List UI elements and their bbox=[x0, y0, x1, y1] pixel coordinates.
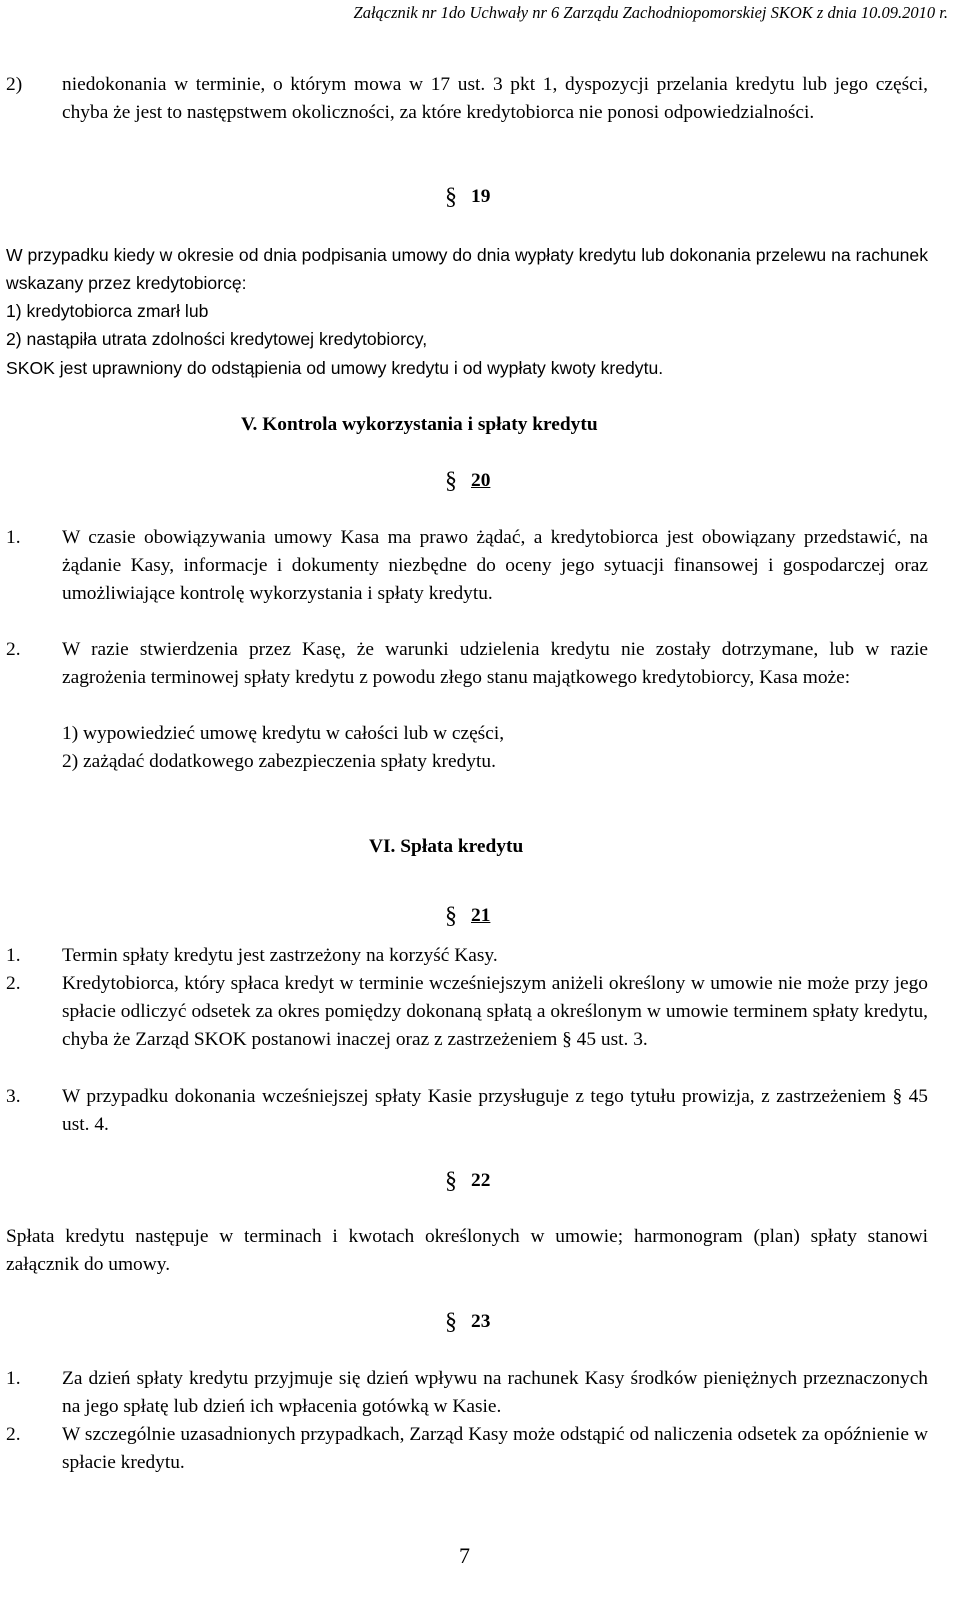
paragraph-19-heading bbox=[445, 183, 490, 211]
paragraph-23-point-1: Za dzień spłaty kredytu przyjmuje się dzień wpływu na rachunek Kasy środków pieniężnych przeznaczonych na jego spłatę lub dzień ich wpłacenia gotówką w Kasie. bbox=[62, 1368, 928, 1417]
paragraph-22-heading bbox=[445, 1167, 490, 1195]
page-number: 7 bbox=[459, 1543, 470, 1568]
paragraph-23-point-2-number: 2. bbox=[6, 1424, 21, 1445]
section-sign: § bbox=[445, 184, 457, 210]
paragraph-number: 22 bbox=[471, 1170, 491, 1191]
paragraph-number: 20 bbox=[471, 470, 491, 491]
paragraph-21-point-1-number: 1. bbox=[6, 945, 21, 966]
paragraph-21-heading bbox=[445, 902, 490, 930]
paragraph-19-item-1: 1) kredytobiorca zmarł lub bbox=[6, 301, 209, 321]
paragraph-20-point-1-number: 1. bbox=[6, 527, 21, 548]
paragraph-21-point-2-number: 2. bbox=[6, 973, 21, 994]
paragraph-20-heading bbox=[445, 467, 490, 495]
paragraph-23-point-1-number: 1. bbox=[6, 1368, 21, 1389]
section-sign: § bbox=[445, 1309, 457, 1335]
paragraph-21-point-3: W przypadku dokonania wcześniejszej spłaty Kasie przysługuje z tego tytułu prowizja, z zastrzeżeniem § 45 ust. 4. bbox=[62, 1086, 928, 1135]
paragraph-20-point-1: W czasie obowiązywania umowy Kasa ma prawo żądać, a kredytobiorca jest obowiązany przedstawić, na żądanie Kasy, informacje i dokumenty niezbędne do oceny jego sytuacji finansowej i gospodarczej oraz umożliwiające kontrolę wykorzystania i spłaty kredytu. bbox=[62, 527, 928, 604]
page-header: Załącznik nr 1do Uchwały nr 6 Zarządu Zachodniopomorskiej SKOK z dnia 10.09.2010 r. bbox=[353, 3, 948, 22]
paragraph-number: 23 bbox=[471, 1311, 491, 1332]
section-sign: § bbox=[445, 903, 457, 929]
paragraph-20-sub-1: 1) wypowiedzieć umowę kredytu w całości lub w części, bbox=[62, 723, 505, 744]
paragraph-23-point-2: W szczególnie uzasadnionych przypadkach, Zarząd Kasy może odstąpić od naliczenia odsetek za opóźnienie w spłacie kredytu. bbox=[62, 1424, 928, 1473]
paragraph-number: 21 bbox=[471, 905, 491, 926]
chapter-vi-title: VI. Spłata kredytu bbox=[369, 836, 524, 857]
paragraph-19-item-2: 2) nastąpiła utrata zdolności kredytowej kredytobiorcy, bbox=[6, 329, 428, 349]
section-sign: § bbox=[445, 1168, 457, 1194]
paragraph-21-point-1: Termin spłaty kredytu jest zastrzeżony na korzyść Kasy. bbox=[62, 945, 498, 966]
paragraph-20-sub-2: 2) zażądać dodatkowego zabezpieczenia spłaty kredytu. bbox=[62, 751, 496, 772]
paragraph-22-text: Spłata kredytu następuje w terminach i kwotach określonych w umowie; harmonogram (plan) spłaty stanowi załącznik do umowy. bbox=[6, 1226, 928, 1275]
paragraph-21-point-2: Kredytobiorca, który spłaca kredyt w terminie wcześniejszym aniżeli określony w umowie nie może przy jego spłacie odliczyć odsetek za okres pomiędzy dokonaną spłatą a określonym w umowie terminem spłaty kredytu, chyba że Zarząd SKOK postanowi inaczej oraz z zastrzeżeniem § 45 ust. 3. bbox=[62, 973, 928, 1050]
paragraph-20-point-2: W razie stwierdzenia przez Kasę, że warunki udzielenia kredytu nie zostały dotrzymane, lub w razie zagrożenia terminowej spłaty kredytu z powodu złego stanu majątkowego kredytobiorcy, Kasa może: bbox=[62, 639, 928, 688]
paragraph-20-point-2-number: 2. bbox=[6, 639, 21, 660]
paragraph-19-intro: W przypadku kiedy w okresie od dnia podpisania umowy do dnia wypłaty kredytu lub dokonania przelewu na rachunek wskazany przez kredytobiorcę: bbox=[6, 245, 928, 293]
item-number: 2) bbox=[6, 74, 23, 95]
item-text: niedokonania w terminie, o którym mowa w 17 ust. 3 pkt 1, dyspozycji przelania kredytu lub jego części, chyba że jest to następstwem okoliczności, za które kredytobiorca nie ponosi odpowiedzialności. bbox=[62, 74, 928, 123]
section-sign: § bbox=[445, 468, 457, 494]
paragraph-21-point-3-number: 3. bbox=[6, 1086, 21, 1107]
paragraph-19-conclusion: SKOK jest uprawniony do odstąpienia od umowy kredytu i od wypłaty kwoty kredytu. bbox=[6, 358, 664, 378]
chapter-v-title: V. Kontrola wykorzystania i spłaty kredytu bbox=[241, 414, 598, 435]
paragraph-number: 19 bbox=[471, 186, 491, 207]
paragraph-23-heading bbox=[445, 1308, 490, 1336]
